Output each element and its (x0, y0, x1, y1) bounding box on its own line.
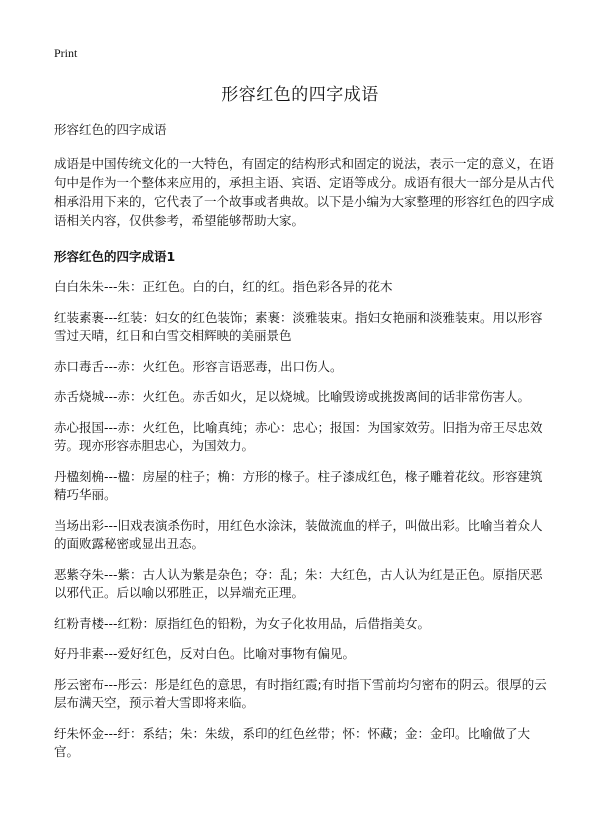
idiom-entry: 好丹非素---爱好红色，反对白色。比喻对事物有偏见。 (54, 646, 356, 661)
intro-paragraph: 成语是中国传统文化的一大特色，有固定的结构形式和固定的说法，表示一定的意义，在语句中是作为一个整体来应用的，承担主语、宾语、定语等成分。成语有很大一部分是从古代相承沿用下来的，它代表了一个故事或者典故。以下是小编为大家整理的形容红色的四字成语相关内容，仅供参考，希望能够帮助大家。 (54, 156, 555, 228)
idiom-entry: 赤舌烧城---赤：火红色。赤舌如火，足以烧城。比喻毁谤或挑拨离间的话非常伤害人。 (54, 389, 531, 404)
idiom-entry: 赤口毒舌---赤：火红色。形容言语恶毒，出口伤人。 (54, 358, 343, 374)
idiom-entry: 纡朱怀金---纡：系结；朱：朱绂，系印的红色丝带；怀：怀藏；金：金印。比喻做了大官。 (54, 725, 531, 759)
section-heading: 形容红色的四字成语1 (54, 249, 176, 264)
idiom-entry: 白白朱朱---朱：正红色。白的白，红的红。指色彩各异的花木 (54, 279, 393, 294)
idiom-entry: 彤云密布---彤云：彤是红色的意思，有时指红霞;有时指下雪前均匀密布的阴云。很厚的云层布满天空，预示着大雪即将来临。 (54, 676, 547, 710)
article-body (54, 120, 554, 774)
idiom-entry: 当场出彩---旧戏表演杀伤时，用红色水涂沫，装做流血的样子，叫做出彩。比喻当着众人的面败露秘密或显出丑态。 (54, 517, 543, 551)
page-title: 形容红色的四字成语 (221, 85, 379, 105)
idiom-entry: 恶紫夺朱---紫：古人认为紫是杂色；夺：乱；朱：大红色，古人认为红是正色。原指厌恶以邪代正。后以喻以邪胜正，以异端充正理。 (54, 566, 543, 600)
article-subtitle: 形容红色的四字成语 (54, 122, 167, 137)
idiom-entry: 赤心报国---赤：火红色，比喻真纯；赤心：忠心；报国：为国家效劳。旧指为帝王尽忠效劳。现亦形容赤胆忠心，为国效力。 (54, 419, 543, 453)
idiom-entry: 丹楹刻桷---楹：房屋的柱子；桷：方形的椽子。柱子漆成红色，椽子雕着花纹。形容建筑精巧华丽。 (54, 468, 543, 502)
idiom-entry: 红装素裹---红装：妇女的红色装饰；素裹：淡雅装束。指妇女艳丽和淡雅装束。用以形容雪过天晴，红日和白雪交相辉映的美丽景色 (54, 309, 543, 343)
idiom-entry: 红粉青楼---红粉：原指红色的铅粉，为女子化妆用品，后借指美女。 (54, 615, 431, 631)
print-link[interactable]: Print (54, 46, 78, 60)
